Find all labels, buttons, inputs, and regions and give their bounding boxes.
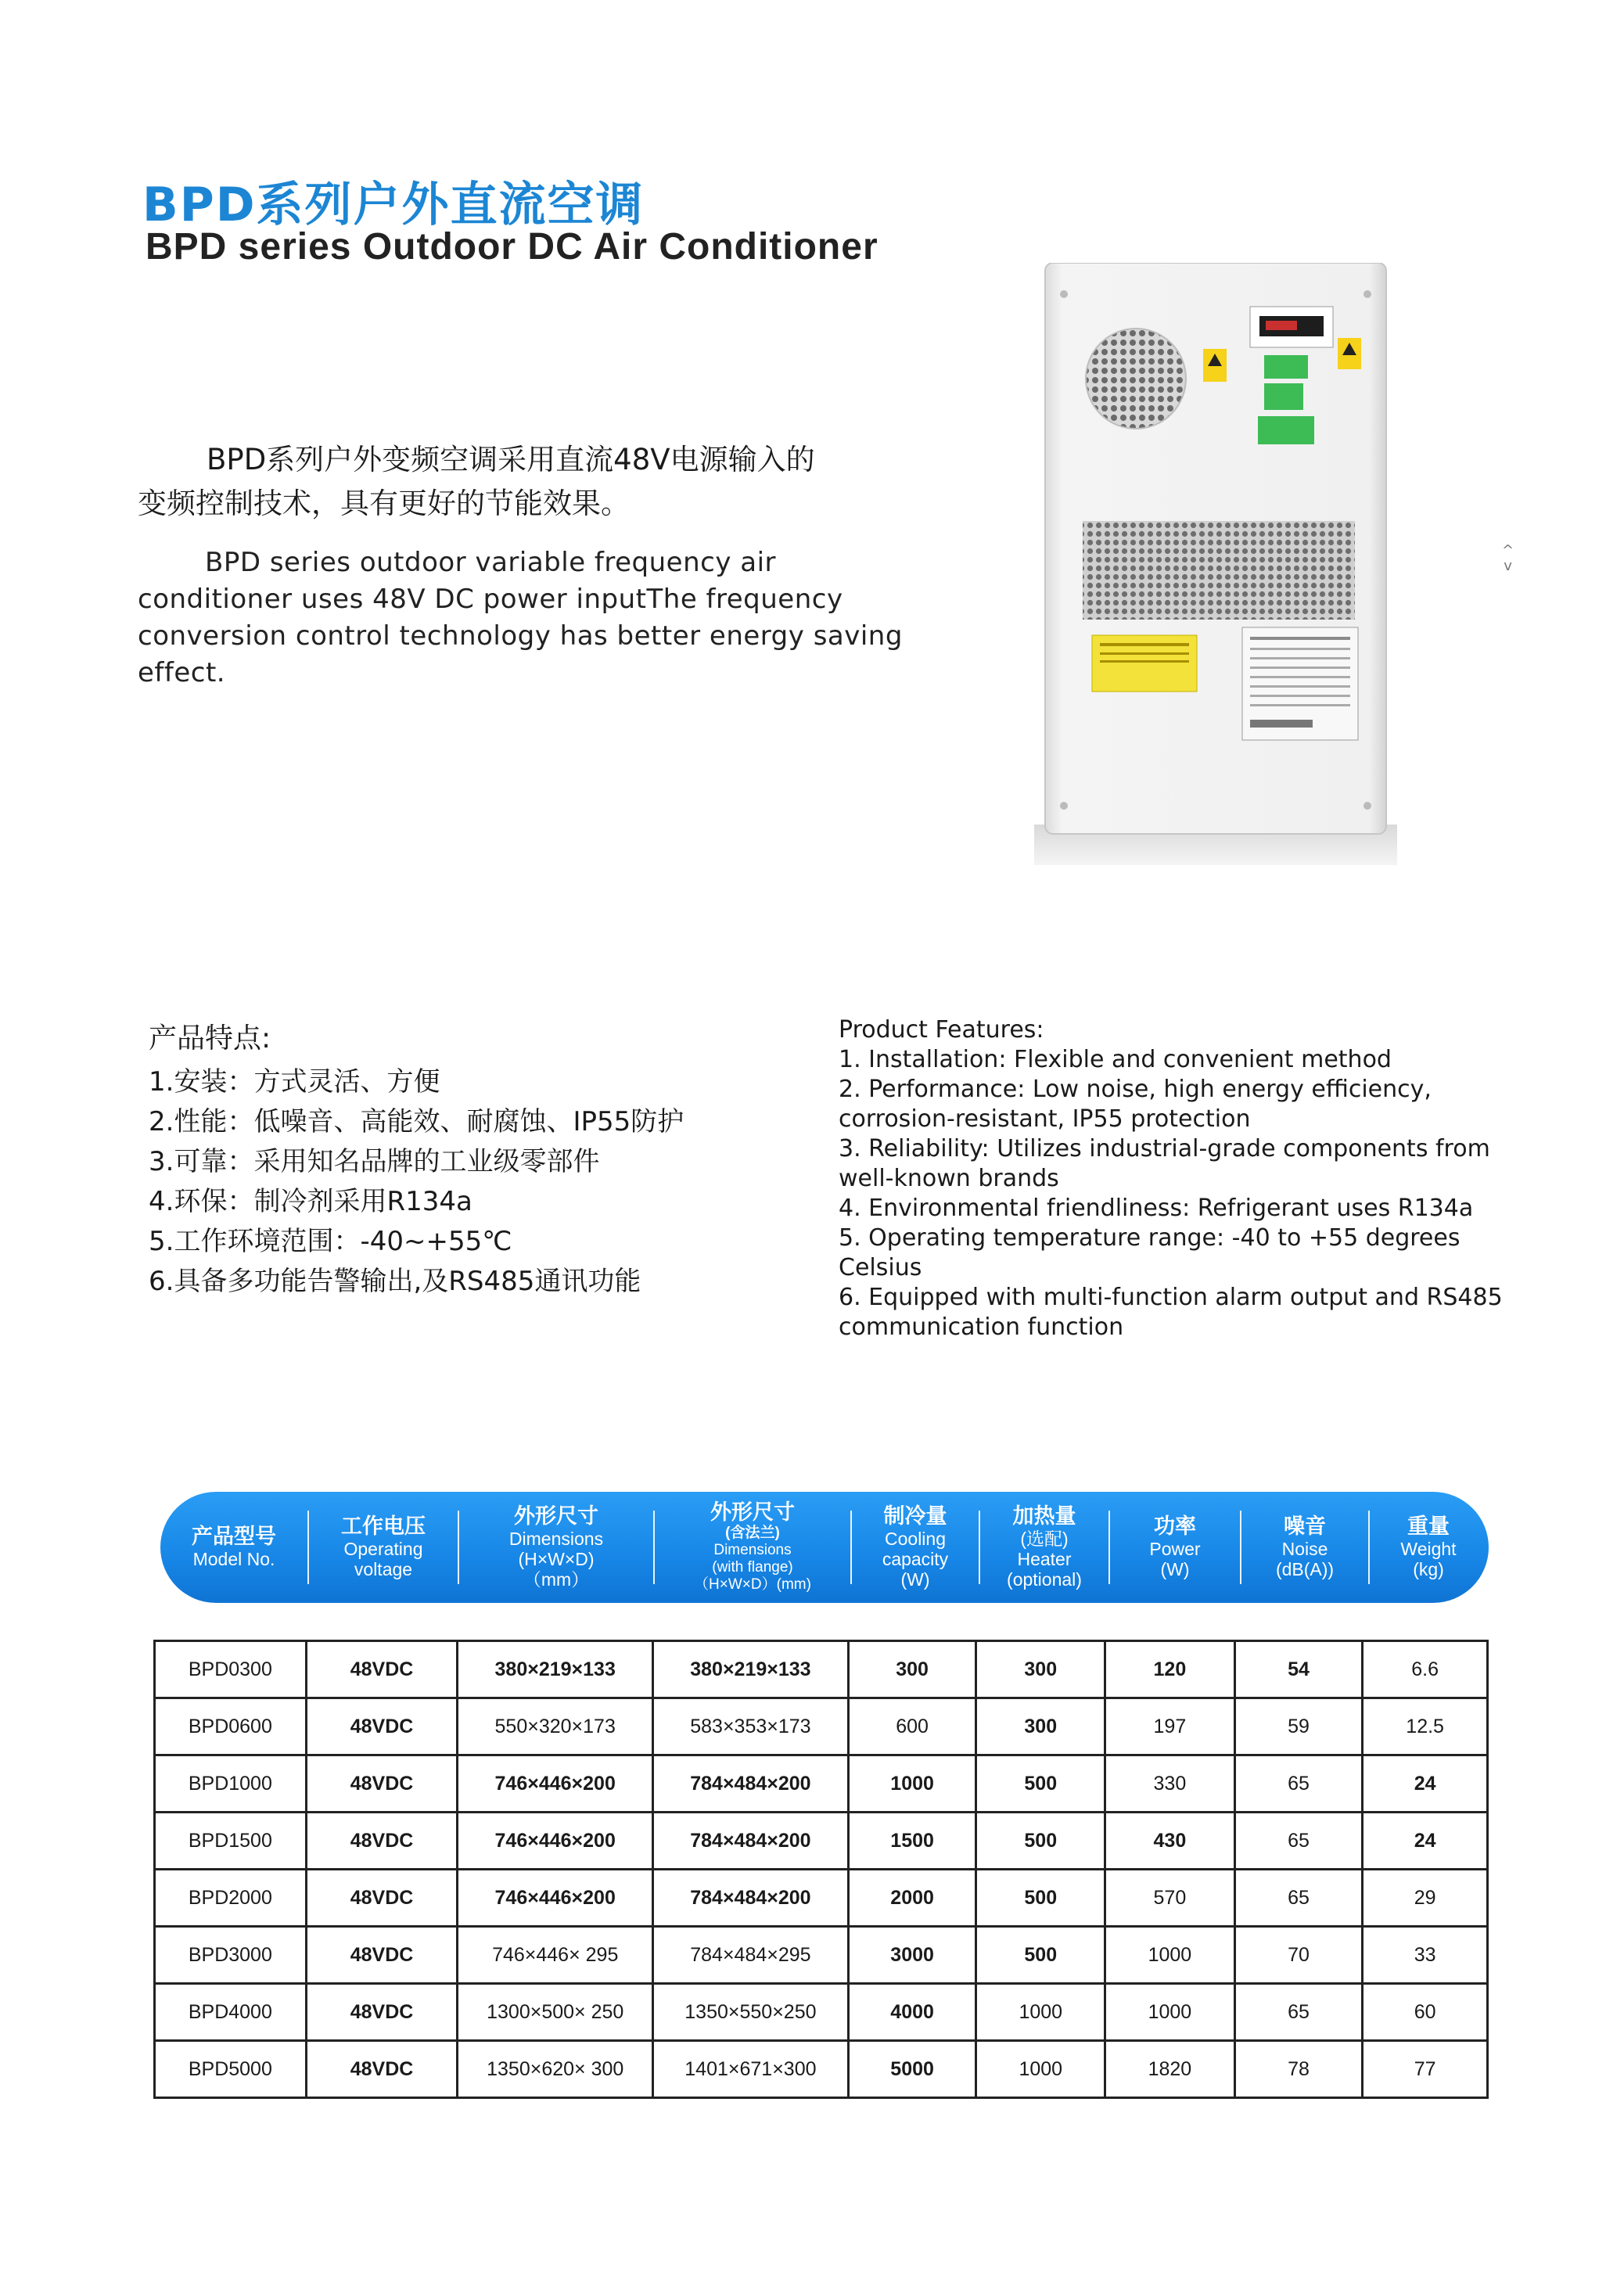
cell-voltage: 48VDC	[306, 1984, 458, 2041]
feature-item-en: 4. Environmental friendliness: Refrigerant uses R134a	[839, 1195, 1474, 1222]
header-dimensions-flange: 外形尺寸 (含法兰) Dimensions (with flange) （H×W×D）(mm)	[694, 1500, 811, 1593]
cell-weight: 77	[1363, 2041, 1488, 2098]
cell-heater: 1000	[976, 2041, 1105, 2098]
cell-cooling: 600	[848, 1698, 976, 1755]
cell-model: BPD5000	[155, 2041, 307, 2098]
cell-weight: 6.6	[1363, 1641, 1488, 1698]
scroll-indicator[interactable]	[1502, 543, 1514, 574]
cell-power: 330	[1105, 1755, 1235, 1813]
table-row	[155, 1813, 1488, 1870]
cell-weight: 60	[1363, 1984, 1488, 2041]
cell-cooling: 300	[848, 1641, 976, 1698]
header-model: 产品型号 Model No.	[192, 1525, 276, 1569]
table-row	[155, 2041, 1488, 2098]
cell-cooling: 1000	[848, 1755, 976, 1813]
cell-heater: 500	[976, 1870, 1105, 1927]
air-conditioner-image	[1034, 263, 1397, 865]
cell-noise: 59	[1234, 1698, 1363, 1755]
cell-heater: 300	[976, 1641, 1105, 1698]
cell-noise: 65	[1234, 1870, 1363, 1927]
cell-heater: 500	[976, 1813, 1105, 1870]
cell-voltage: 48VDC	[306, 1927, 458, 1984]
cell-dimensions-flange: 784×484×200	[653, 1813, 849, 1870]
feature-item-en: 6. Equipped with multi-function alarm output and RS485 communication function	[839, 1284, 1503, 1341]
cell-model: BPD3000	[155, 1927, 307, 1984]
table-row	[155, 1698, 1488, 1755]
table-row	[155, 1927, 1488, 1984]
cell-model: BPD0600	[155, 1698, 307, 1755]
cell-power: 1000	[1105, 1927, 1235, 1984]
cell-power: 120	[1105, 1641, 1235, 1698]
feature-item-cn: 1.安装：方式灵活、方便	[149, 1066, 440, 1098]
features-en	[839, 1015, 1527, 1342]
table-row	[155, 1641, 1488, 1698]
cell-weight: 12.5	[1363, 1698, 1488, 1755]
feature-item-en: 3. Reliability: Utilizes industrial-grade components from well-known brands	[839, 1135, 1490, 1192]
header-voltage: 工作电压 Operating voltage	[341, 1514, 426, 1579]
cell-noise: 65	[1234, 1813, 1363, 1870]
cell-voltage: 48VDC	[306, 2041, 458, 2098]
features-heading-en: Product Features:	[839, 1016, 1044, 1044]
cell-heater: 500	[976, 1927, 1105, 1984]
feature-item-cn: 6.具备多功能告警输出,及RS485通讯功能	[149, 1266, 641, 1297]
cell-dimensions-flange: 784×484×200	[653, 1870, 849, 1927]
cell-noise: 78	[1234, 2041, 1363, 2098]
cell-dimensions: 746×446×200	[458, 1755, 653, 1813]
table-header	[160, 1492, 1489, 1603]
cell-power: 570	[1105, 1870, 1235, 1927]
chevron-up-icon: ^	[1502, 542, 1514, 559]
cell-noise: 65	[1234, 1984, 1363, 2041]
chevron-down-icon: v	[1504, 558, 1512, 574]
cell-dimensions: 746×446× 295	[458, 1927, 653, 1984]
cell-dimensions-flange: 784×484×200	[653, 1755, 849, 1813]
cell-noise: 54	[1234, 1641, 1363, 1698]
header-noise: 噪音 Noise (dB(A))	[1275, 1514, 1335, 1579]
header-power: 功率 Power (W)	[1149, 1514, 1201, 1579]
cell-dimensions-flange: 1350×550×250	[653, 1984, 849, 2041]
header-weight: 重量 Weight (kg)	[1400, 1514, 1457, 1579]
cell-weight: 29	[1363, 1870, 1488, 1927]
cell-cooling: 2000	[848, 1870, 976, 1927]
cell-heater: 1000	[976, 1984, 1105, 2041]
cell-dimensions-flange: 784×484×295	[653, 1927, 849, 1984]
cell-power: 197	[1105, 1698, 1235, 1755]
spec-table	[153, 1640, 1489, 2099]
cell-model: BPD2000	[155, 1870, 307, 1927]
cell-heater: 300	[976, 1698, 1105, 1755]
cell-voltage: 48VDC	[306, 1813, 458, 1870]
header-cooling: 制冷量 Cooling capacity (W)	[882, 1504, 949, 1590]
cell-heater: 500	[976, 1755, 1105, 1813]
feature-item-en: 2. Performance: Low noise, high energy efficiency, corrosion-resistant, IP55 protection	[839, 1076, 1432, 1133]
intro-text-en: BPD series outdoor variable frequency air conditioner uses 48V DC power inputThe frequency conversion control technology has better energy saving effect.	[138, 547, 903, 688]
cell-dimensions: 746×446×200	[458, 1870, 653, 1927]
cell-voltage: 48VDC	[306, 1641, 458, 1698]
cell-weight: 24	[1363, 1813, 1488, 1870]
features-cn	[149, 1019, 853, 1302]
cell-weight: 33	[1363, 1927, 1488, 1984]
cell-dimensions-flange: 583×353×173	[653, 1698, 849, 1755]
cell-cooling: 3000	[848, 1927, 976, 1984]
cell-model: BPD1500	[155, 1813, 307, 1870]
cell-voltage: 48VDC	[306, 1698, 458, 1755]
cell-model: BPD0300	[155, 1641, 307, 1698]
feature-item-en: 5. Operating temperature range: -40 to +55 degrees Celsius	[839, 1224, 1461, 1281]
cell-dimensions-flange: 1401×671×300	[653, 2041, 849, 2098]
page-title-cn: BPD系列户外直流空调	[142, 178, 645, 232]
cell-weight: 24	[1363, 1755, 1488, 1813]
header-heater: 加热量 (选配) Heater (optional)	[1007, 1504, 1082, 1590]
feature-item-cn: 4.环保：制冷剂采用R134a	[149, 1186, 472, 1217]
table-row	[155, 1755, 1488, 1813]
cell-noise: 65	[1234, 1755, 1363, 1813]
cell-power: 1000	[1105, 1984, 1235, 2041]
feature-item-en: 1. Installation: Flexible and convenient method	[839, 1046, 1392, 1073]
table-row	[155, 1870, 1488, 1927]
cell-dimensions: 550×320×173	[458, 1698, 653, 1755]
page-title-en: BPD series Outdoor DC Air Conditioner	[146, 226, 878, 268]
cell-dimensions: 1300×500× 250	[458, 1984, 653, 2041]
feature-item-cn: 2.性能：低噪音、高能效、耐腐蚀、IP55防护	[149, 1106, 684, 1137]
intro-text-cn: BPD系列户外变频空调采用直流48V电源输入的变频控制技术，具有更好的节能效果。	[138, 443, 815, 520]
cell-power: 430	[1105, 1813, 1235, 1870]
header-dimensions: 外形尺寸 Dimensions (H×W×D) （mm）	[508, 1504, 604, 1590]
table-row	[155, 1984, 1488, 2041]
cell-dimensions: 380×219×133	[458, 1641, 653, 1698]
cell-voltage: 48VDC	[306, 1870, 458, 1927]
cell-cooling: 5000	[848, 2041, 976, 2098]
cell-dimensions: 1350×620× 300	[458, 2041, 653, 2098]
cell-model: BPD1000	[155, 1755, 307, 1813]
features-heading-cn: 产品特点:	[149, 1022, 271, 1055]
cell-dimensions-flange: 380×219×133	[653, 1641, 849, 1698]
cell-cooling: 4000	[848, 1984, 976, 2041]
cell-voltage: 48VDC	[306, 1755, 458, 1813]
cell-model: BPD4000	[155, 1984, 307, 2041]
cell-dimensions: 746×446×200	[458, 1813, 653, 1870]
feature-item-cn: 3.可靠：采用知名品牌的工业级零部件	[149, 1146, 600, 1177]
cell-power: 1820	[1105, 2041, 1235, 2098]
feature-item-cn: 5.工作环境范围：-40~+55℃	[149, 1226, 512, 1257]
cell-noise: 70	[1234, 1927, 1363, 1984]
cell-cooling: 1500	[848, 1813, 976, 1870]
